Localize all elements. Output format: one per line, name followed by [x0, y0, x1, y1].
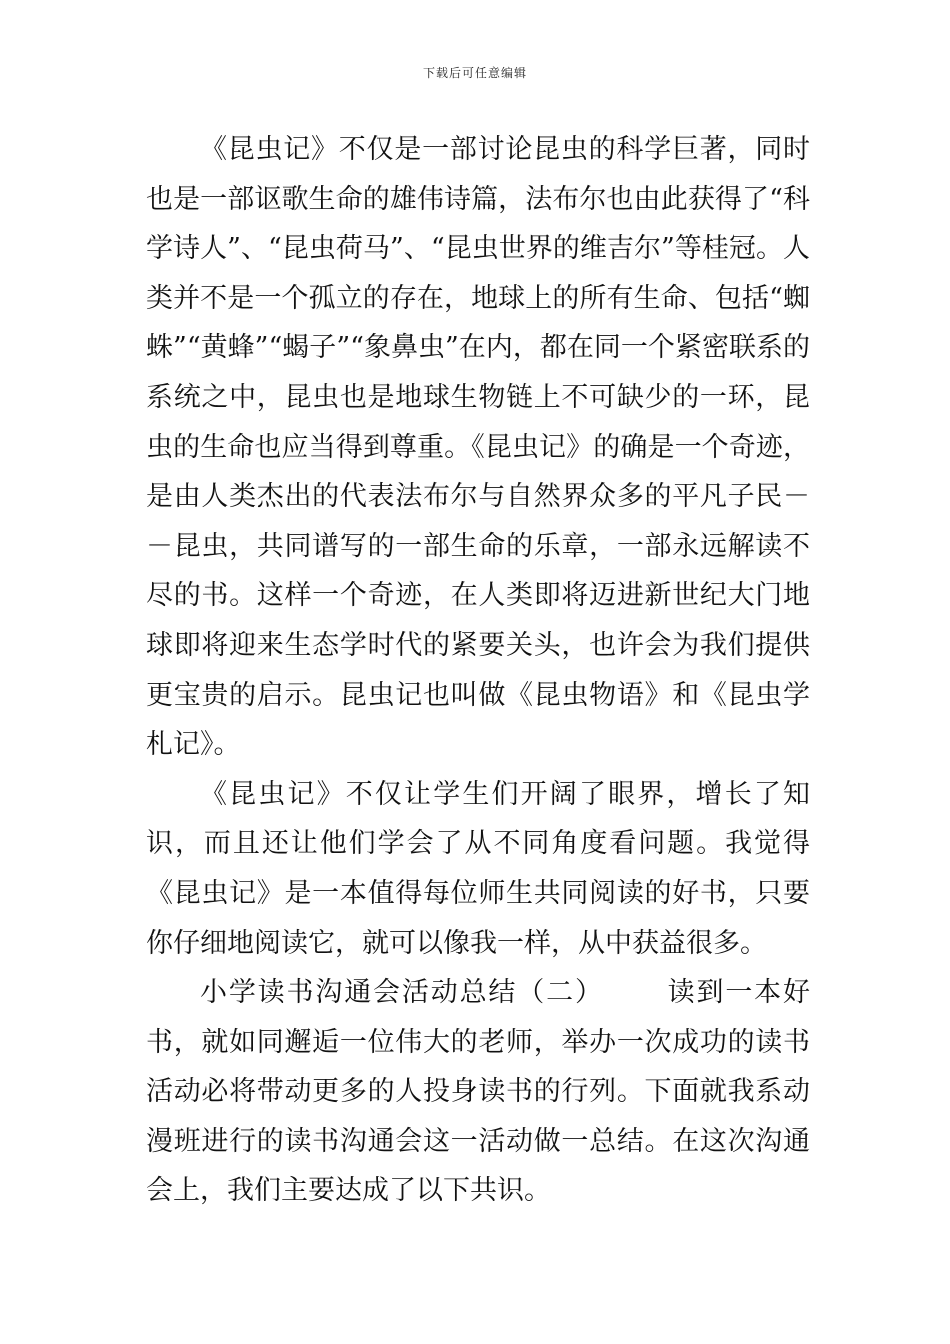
paragraph-insect-notes-value: 《昆虫记》不仅让学生们开阔了眼界，增长了知识，而且还让他们学会了从不同角度看问题。我觉得《昆虫记》是一本值得每位师生共同阅读的好书，只要你仔细地阅读它，就可以像我一样，从中获益很多。: [146, 778, 810, 959]
section-heading: 小学读书沟通会活动总结（二）: [200, 977, 604, 1009]
document-body: [146, 125, 810, 1216]
paragraph-reading-summary-text: 读到一本好书，就如同邂逅一位伟大的老师，举办一次成功的读书活动必将带动更多的人投身读书的行列。下面就我系动漫班进行的读书沟通会这一活动做一总结。在这次沟通会上，我们主要达成了以下共识。: [146, 977, 811, 1207]
paragraph-insect-notes-praise: 《昆虫记》不仅是一部讨论昆虫的科学巨著，同时也是一部讴歌生命的雄伟诗篇，法布尔也由此获得了“科学诗人”、“昆虫荷马”、“昆虫世界的维吉尔”等桂冠。人类并不是一个孤立的存在，地球上的所有生命、包括“蜘蛛”“黄蜂”“蝎子”“象鼻虫”在内，都在同一个紧密联系的系统之中，昆虫也是地球生物链上不可缺少的一环，昆虫的生命也应当得到尊重。《昆虫记》的确是一个奇迹，是由人类杰出的代表法布尔与自然界众多的平凡子民－－昆虫，共同谱写的一部生命的乐章，一部永远解读不尽的书。这样一个奇迹，在人类即将迈进新世纪大门地球即将迎来生态学时代的紧要关头，也许会为我们提供更宝贵的启示。昆虫记也叫做《昆虫物语》和《昆虫学札记》。: [146, 134, 810, 761]
page-header: 下载后可任意编辑: [422, 66, 527, 80]
paragraph-reading-summary: [146, 968, 810, 1216]
